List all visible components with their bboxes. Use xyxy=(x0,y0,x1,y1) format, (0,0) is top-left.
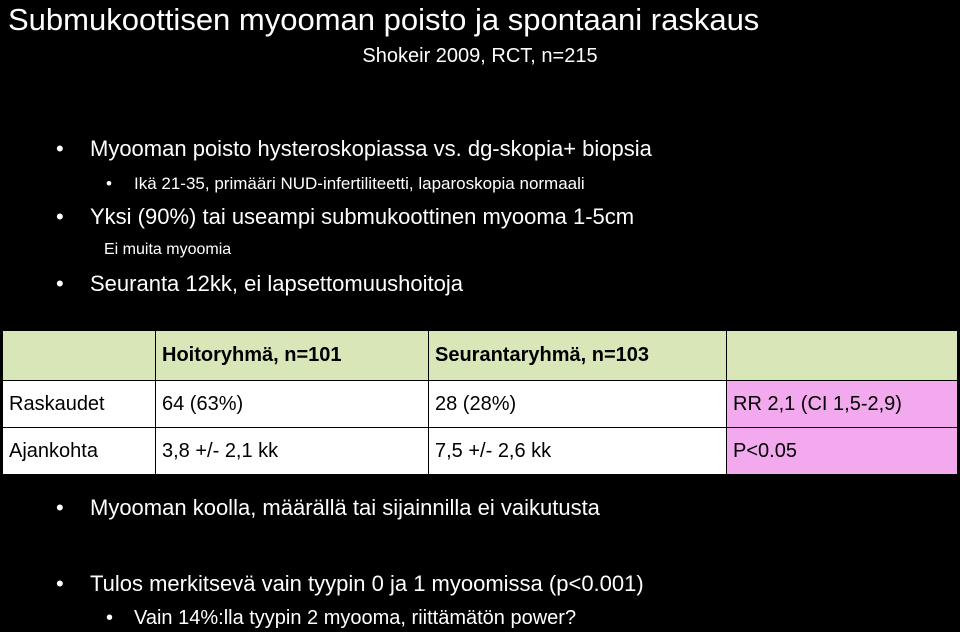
bullet-text: Yksi (90%) tai useampi submukoottinen myooma 1-5cm xyxy=(90,204,635,229)
sub-bullet-item xyxy=(106,606,577,630)
table-header-cell: Hoitoryhmä, n=101 xyxy=(156,331,429,381)
slide-subtitle: Shokeir 2009, RCT, n=215 xyxy=(362,45,598,67)
bullet-dot: • xyxy=(56,204,64,229)
bullet-item xyxy=(56,571,644,597)
bullet-dot: • xyxy=(56,571,64,596)
bullet-dot: • xyxy=(56,136,64,161)
bullet-text: Seuranta 12kk, ei lapsettomuushoitoja xyxy=(90,271,464,296)
slide-title: Submukoottisen myooman poisto ja spontaani raskaus xyxy=(8,2,760,37)
bullet-item xyxy=(56,271,464,297)
results-table xyxy=(2,330,958,475)
table-cell: 64 (63%) xyxy=(156,381,429,428)
table-cell: 3,8 +/- 2,1 kk xyxy=(156,428,429,475)
table-header-row xyxy=(3,331,958,381)
table-cell-highlight: RR 2,1 (CI 1,5-2,9) xyxy=(727,381,958,428)
table-header-cell: Seurantaryhmä, n=103 xyxy=(429,331,727,381)
table-header-cell xyxy=(3,331,156,381)
table-cell: 28 (28%) xyxy=(429,381,727,428)
bullet-dot: • xyxy=(106,174,112,193)
bullet-dot: • xyxy=(106,607,114,629)
table-header-cell xyxy=(727,331,958,381)
bullet-text: Ikä 21-35, primääri NUD-infertiliteetti, laparoskopia normaali xyxy=(134,174,585,193)
bullet-text: Tulos merkitsevä vain tyypin 0 ja 1 myoomissa (p<0.001) xyxy=(90,571,644,596)
bullet-dot: • xyxy=(56,271,64,296)
table-row xyxy=(3,381,958,428)
sub-bullet-item xyxy=(106,174,585,194)
note-text: Ei muita myoomia xyxy=(104,241,232,258)
bullet-text: Myooman koolla, määrällä tai sijainnilla ei vaikutusta xyxy=(90,495,600,520)
table-cell: 7,5 +/- 2,6 kk xyxy=(429,428,727,475)
bullet-item xyxy=(56,136,652,162)
table-cell: Raskaudet xyxy=(3,381,156,428)
table-row xyxy=(3,428,958,475)
bullet-text: Myooman poisto hysteroskopiassa vs. dg-skopia+ biopsia xyxy=(90,136,652,161)
table-cell-highlight: P<0.05 xyxy=(727,428,958,475)
bullet-text: Vain 14%:lla tyypin 2 myooma, riittämätön power? xyxy=(134,607,577,629)
bullet-item xyxy=(56,204,635,230)
table-cell: Ajankohta xyxy=(3,428,156,475)
bullet-dot: • xyxy=(56,495,64,520)
bullet-item xyxy=(56,495,600,521)
